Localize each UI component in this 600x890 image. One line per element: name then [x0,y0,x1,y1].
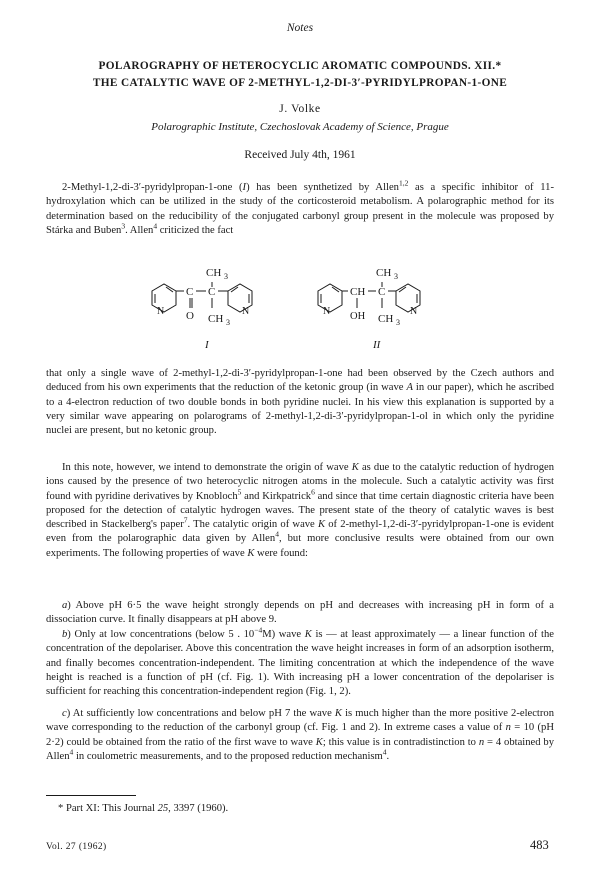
affiliation: Polarographic Institute, Czechoslovak Academy of Science, Prague [151,121,449,133]
n-label: N [242,306,250,317]
oh-label: OH [350,311,366,322]
reference-superscript: 6 [311,487,315,497]
chemical-structures [130,256,470,358]
reference-superscript: 4 [153,221,158,231]
list-item-c [46,707,554,764]
text-run: in coulometric measurements, and to the proposed reduction mechanism [73,750,383,762]
italic-text: K [315,736,323,748]
text-run: . [386,750,390,762]
volume-info: Vol. 27 (1962) [46,842,107,852]
c-label: C [186,286,194,298]
structure-label-ii: II [373,339,381,351]
italic-text: K [317,519,326,531]
paragraph-catalytic-origin [46,461,554,561]
n-label: N [323,306,331,317]
text-run: . The catalytic origin of wave [187,519,318,531]
footnote-divider [46,795,136,796]
paragraph-intro [46,178,555,238]
text-run: = 4 obtained by Allen [46,736,554,762]
subscript-3: 3 [396,318,400,327]
text-run: ; this value is in contradistinction to [322,736,479,748]
ch-label: CH [350,286,366,298]
text-run: ) Only at low concentrations (below 5 . 10 [67,629,255,640]
list-item-a [46,599,554,628]
text-run: is much higher than the more positive 2-electron wave corresponding to the reduction of the carbonyl group (cf. Fig. 1 and 2). In extreme cases a value of [46,708,554,734]
text-run: = 10 (pH 2·2) could be obtained from the ratio of the first wave to wave [46,722,554,748]
italic-text: 25 [157,803,169,814]
received-date: Received July 4th, 1961 [244,149,356,161]
ch3-label: CH [378,313,394,325]
italic-text: K [304,629,312,640]
text-run: , 3397 (1960). [168,803,229,814]
text-run: In this note, however, we intend to demonstrate the origin of wave [62,462,352,473]
article-title-line-2: THE CATALYTIC WAVE OF 2-METHYL-1,2-DI-3′-PYRIDYLPROPAN-1-ONE [92,77,508,89]
structure-label-i: I [205,339,209,351]
article-title-line-1: POLAROGRAPHY OF HETEROCYCLIC AROMATIC COMPOUNDS. XII.* [98,60,502,72]
italic-text: b [62,629,68,640]
page-number: 483 [530,838,549,852]
text-run: were found: [254,547,308,559]
italic-text: n [478,736,485,748]
n-label: N [157,306,165,317]
ch3-label: CH [376,267,392,279]
text-run: is — at least approximately — a linear function of the concentration of the depolariser. Above this concentration the wave height increases in form of an adsorption isotherm, and finally becomes concentration-independent. The limiting concentration at which the independence of the wave height is reached is a function of pH (cf. Fig. 1). With increasing pH a lower concentration of the depolariser is sufficient for reaching this concentration-independent region (Fig. 1, 2). [46,629,554,698]
italic-text: A [406,382,413,394]
paragraph-allen-view [46,367,554,438]
list-item-b [46,625,554,699]
reference-superscript: 4 [275,529,279,539]
text-run: that only a single wave of 2-methyl-1,2-di-3′-pyridylpropan-1-one had been observed by the Czech authors and deduced from his own experiments that the reduction of the ketonic group (in wave [46,368,554,394]
reference-superscript: 5 [237,487,242,497]
subscript-3: 3 [394,272,398,281]
text-run: of 2-methyl-1,2-di-3′-pyridylpropan-1-one is evident even from the polarographic data given by Allen [46,519,554,545]
structure-ii [318,267,420,351]
text-run: * Part XI: This Journal [58,803,158,814]
text-run: in our paper), which he ascribed to a 4-electron reduction of two double bonds in both pyridine nuclei. In his view this explanation is supported by a very similar wave appearing on polarograms of 2-methyl-1,2-di-3′-pyridylpropan-1-ol in which only the pyridine nuclei are present, but no ketonic group. [46,382,554,437]
text-run: ) Above pH 6·5 the wave height strongly depends on pH and decreases with increasing pH in form of a dissociation curve. It finally disappears at pH above 9. [46,600,554,626]
footnote [58,803,228,814]
text-run: and Kirkpatrick [241,490,312,502]
text-run: as a specific inhibitor of 11-hydroxylation which can be utilized in the study of the corticosteroid metabolism. A polarographic method for its determination based on the reducibility of the conjugated carbonyl group present in the molecule was proposed by Stárka and Buben [46,182,555,236]
c-label: C [378,286,386,298]
ch3-label: CH [206,267,222,279]
reference-superscript: 4 [69,747,74,757]
o-label: O [186,310,194,322]
text-run: M) wave [262,629,305,640]
italic-text: K [247,547,255,559]
italic-text: a [62,600,68,611]
reference-superscript: −4 [254,625,263,635]
italic-text: n [505,722,511,734]
reference-superscript: 7 [183,515,188,525]
structure-i [152,267,252,351]
text-run: ) has been synthetized by Allen [246,182,399,193]
text-run: . Allen [125,224,154,236]
subscript-3: 3 [226,318,230,327]
italic-text: K [351,462,359,473]
text-run: as due to the catalytic reduction of hydrogen ions caused by the presence of two heterocyclic nitrogen atoms in the molecule. Such a catalytic activity was first found with pyridine derivatives by Knobloch [46,462,554,502]
author: J. Volke [279,103,321,115]
subscript-3: 3 [224,272,228,281]
running-head: Notes [286,22,314,34]
ch3-label: CH [208,313,224,325]
text-run: and since that time certain diagnostic criteria have been proposed for the detection of catalytic hydrogen waves. The present state of the theory of catalytic waves is best described in Stackelberg's paper [46,490,554,531]
text-run: ) At sufficiently low concentrations and below pH 7 the wave [66,708,335,719]
n-label: N [410,306,418,317]
text-run: 2-Methyl-1,2-di-3′-pyridylpropan-1-one ( [62,182,243,193]
c-label: C [208,286,216,298]
reference-superscript: 3 [121,221,126,231]
italic-text: I [242,182,247,193]
italic-text: K [334,708,342,719]
reference-superscript: 4 [382,747,387,757]
text-run: criticized the fact [157,224,234,236]
reference-superscript: 1,2 [398,178,409,188]
text-run: , but more conclusive results were obtained from our own experiments. The following properties of wave [46,533,554,559]
italic-text: c [62,708,67,719]
